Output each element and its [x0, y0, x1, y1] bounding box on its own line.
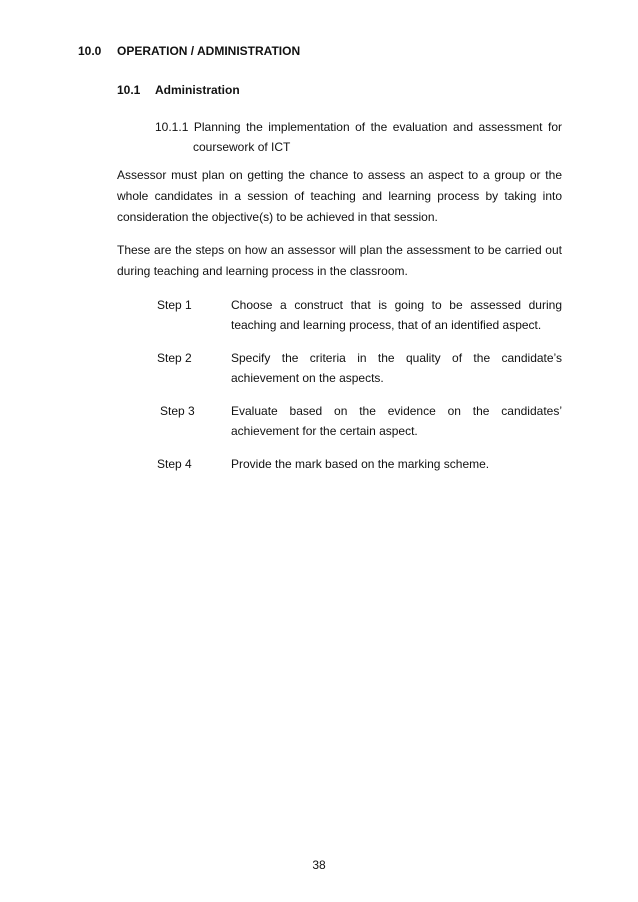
step-label: Step 4 — [157, 457, 192, 471]
step-label: Step 2 — [157, 351, 192, 365]
step-item — [157, 348, 562, 388]
subsubsection-line1 — [155, 117, 562, 137]
step-text: Choose a construct that is going to be assessed during teaching and learning process, that of an identified aspect. — [231, 298, 562, 332]
subsection-number: 10.1 — [117, 83, 141, 97]
subsection-title: Administration — [155, 83, 240, 97]
step-text: Specify the criteria in the quality of the candidate’s achievement on the aspects. — [231, 351, 562, 385]
page-number: 38 — [312, 858, 326, 872]
step-item — [157, 454, 562, 474]
step-text: Provide the mark based on the marking scheme. — [231, 457, 490, 471]
subsubsection-number: 10.1.1 — [155, 120, 189, 134]
step-item — [157, 401, 562, 441]
steps-list — [157, 295, 562, 487]
subsubsection-heading — [155, 117, 562, 157]
paragraph: These are the steps on how an assessor will plan the assessment to be carried out during teaching and learning process in the classroom. — [117, 243, 562, 278]
step-item — [157, 295, 562, 335]
step-label: Step 1 — [157, 298, 192, 312]
step-text: Evaluate based on the evidence on the candidates’ achievement for the certain aspect. — [231, 404, 562, 438]
subsubsection-title-line2: coursework of ICT — [193, 140, 291, 154]
section-number: 10.0 — [78, 44, 102, 58]
paragraph: Assessor must plan on getting the chance to assess an aspect to a group or the whole candidates in a session of teaching and learning process by taking into consideration the objective(s) to be achieved in that session. — [117, 168, 562, 224]
step-label: Step 3 — [160, 404, 195, 418]
subsubsection-title-line1: Planning the implementation of the evaluation and assessment for — [193, 120, 562, 134]
section-title: OPERATION / ADMINISTRATION — [117, 44, 301, 58]
